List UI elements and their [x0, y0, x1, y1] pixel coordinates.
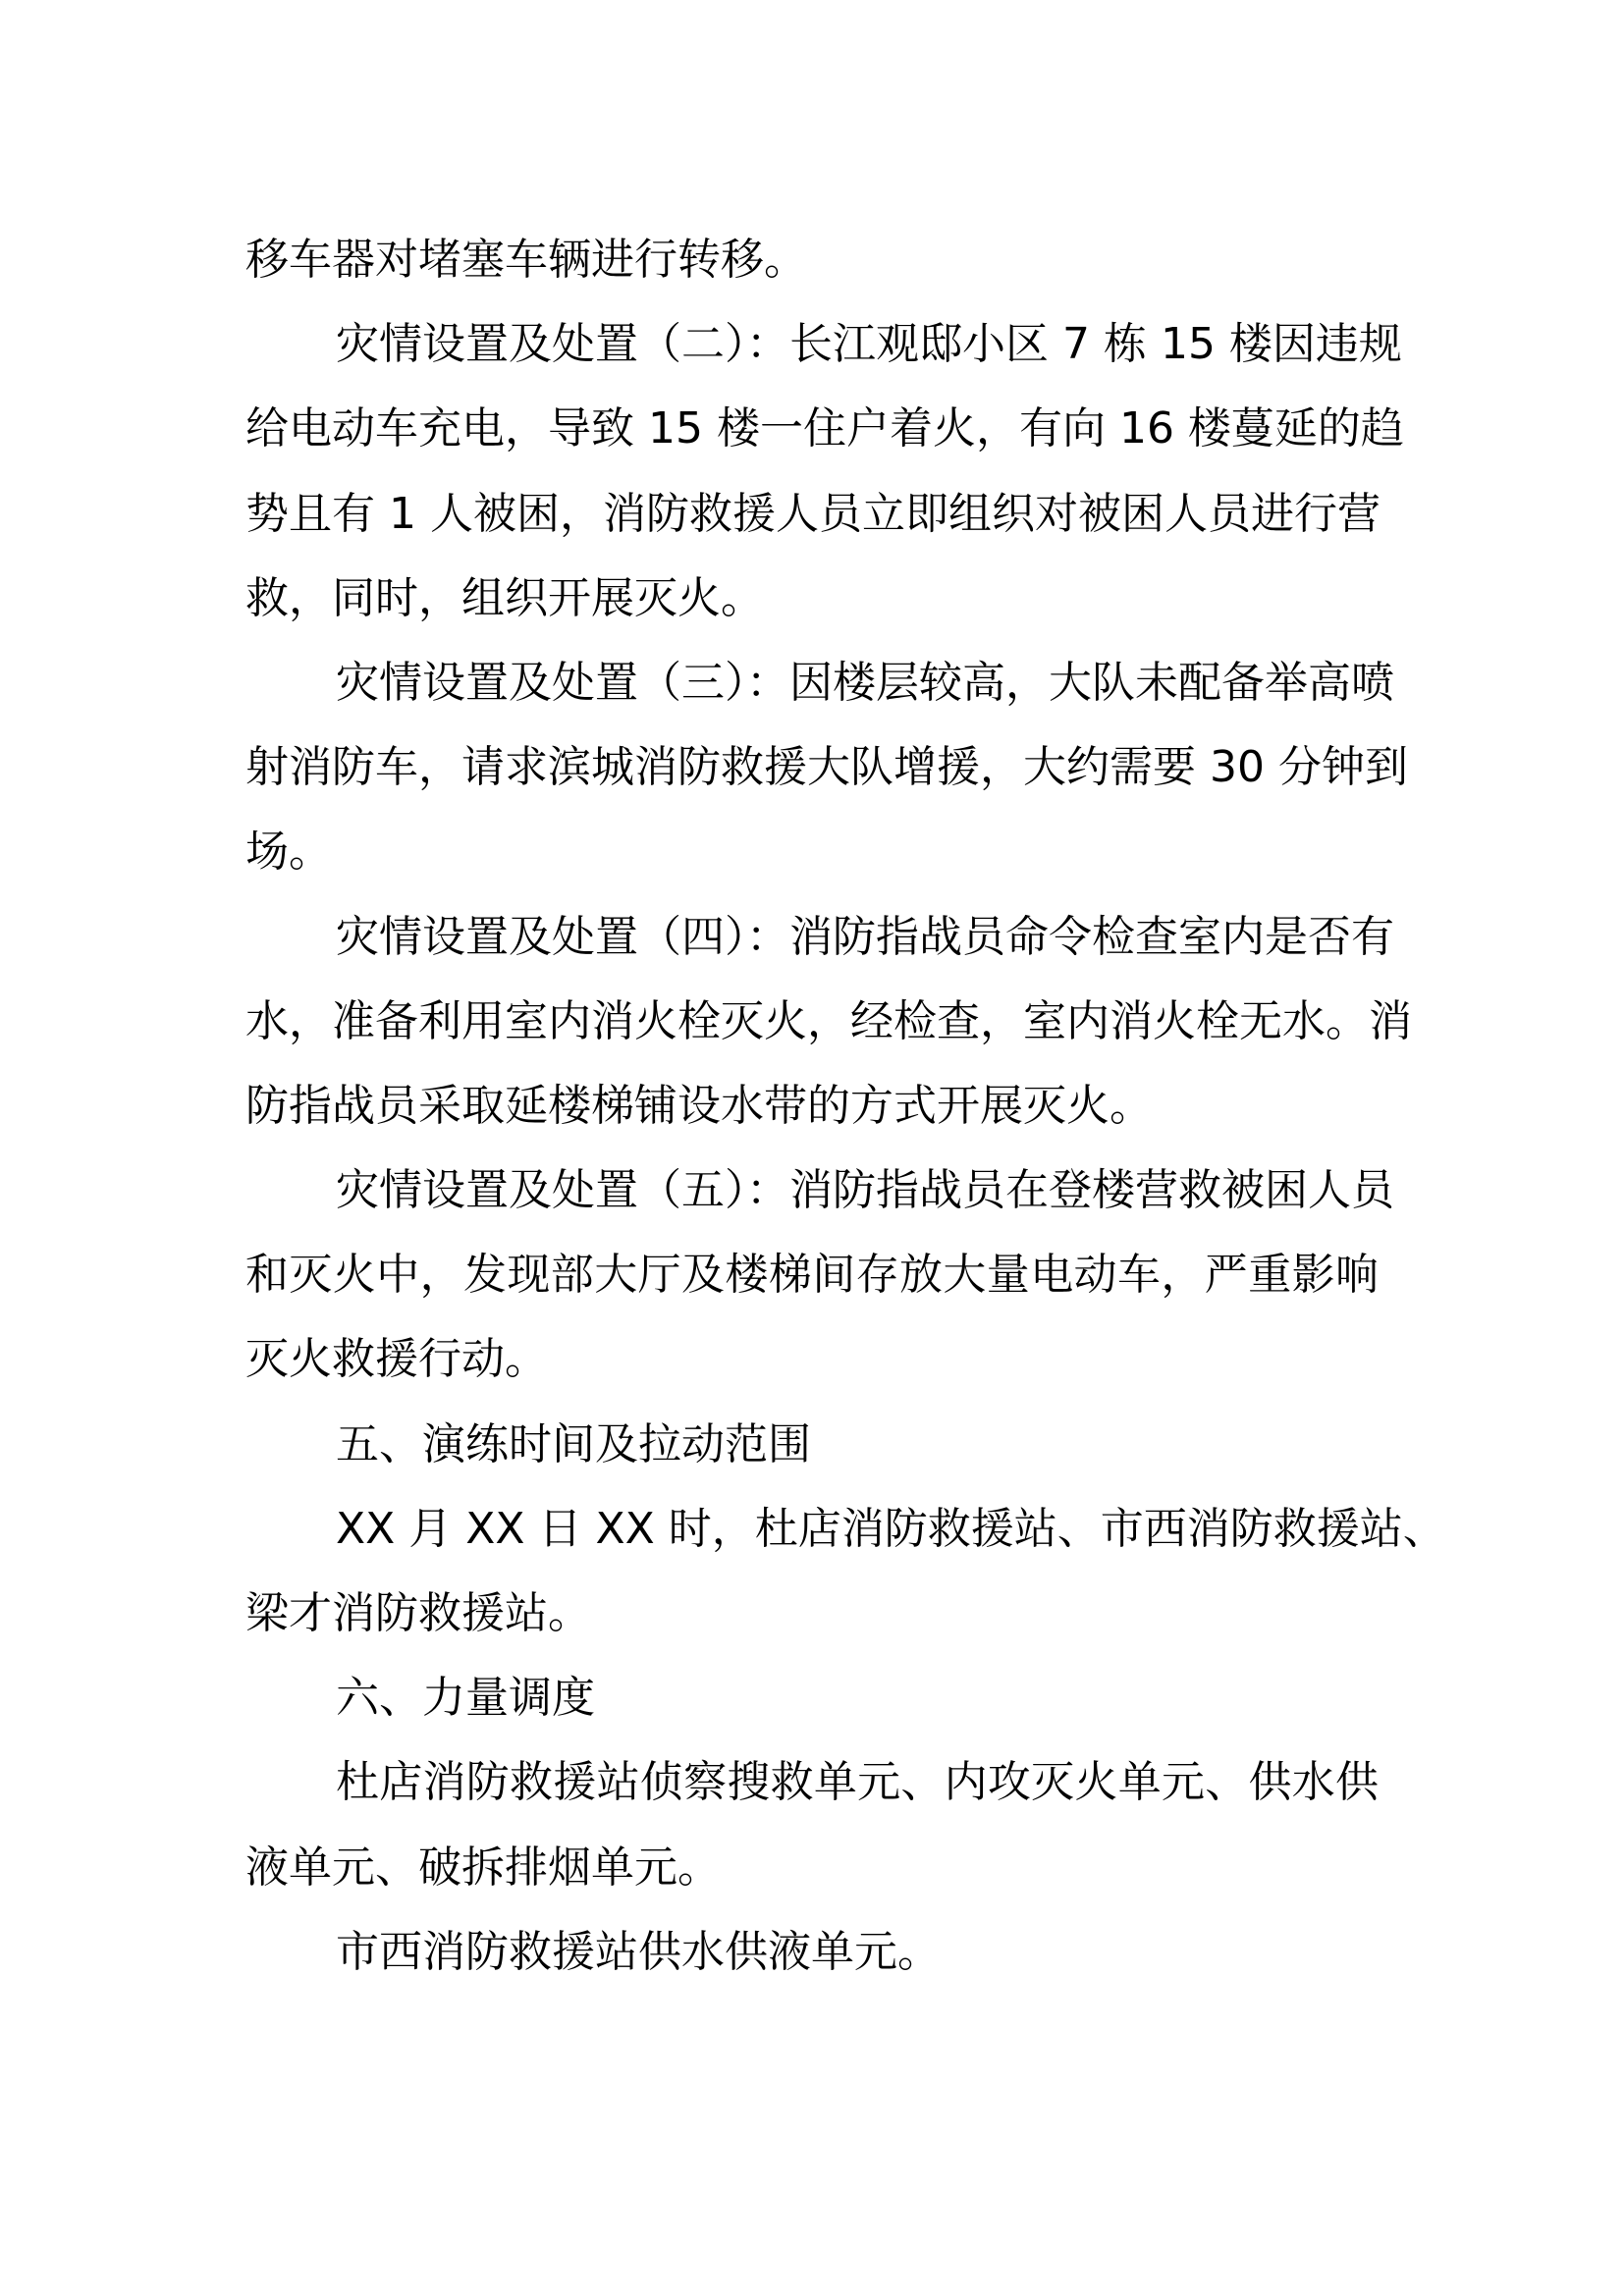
paragraph-line: 射消防车，请求滨城消防救援大队增援，大约需要 30 分钟到: [245, 742, 1408, 793]
paragraph-line: 灾情设置及处置（五）：消防指战员在登楼营救被困人员: [336, 1165, 1394, 1216]
paragraph-line: 防指战员采取延楼梯铺设水带的方式开展灭火。: [245, 1080, 1153, 1131]
paragraph-line: 势且有 1 人被困，消防救援人员立即组织对被困人员进行营: [245, 488, 1380, 539]
paragraph-line: 和灭火中，发现部大厅及楼梯间存放大量电动车，严重影响: [245, 1250, 1379, 1301]
paragraph-line: 灭火救援行动。: [245, 1334, 548, 1385]
paragraph-line: 液单元、破拆排烟单元。: [245, 1842, 721, 1893]
paragraph-line: 移车器对堵塞车辆进行转移。: [245, 235, 807, 285]
paragraph-line: 给电动车充电，导致 15 楼一住户着火，有向 16 楼蔓延的趋: [245, 403, 1404, 454]
paragraph-line: 灾情设置及处置（二）：长江观邸小区 7 栋 15 楼因违规: [336, 319, 1402, 370]
section-heading-force-dispatch: 六、力量调度: [336, 1673, 595, 1724]
paragraph-line: 市西消防救援站供水供液单元。: [336, 1926, 941, 1977]
document-page: [245, 218, 1446, 1995]
paragraph-line: 灾情设置及处置（三）：因楼层较高，大队未配备举高喷: [336, 657, 1394, 708]
paragraph-line: 灾情设置及处置（四）：消防指战员命令检查室内是否有: [336, 911, 1394, 962]
paragraph-line: 梁才消防救援站。: [245, 1588, 591, 1638]
paragraph-line: XX 月 XX 日 XX 时，杜店消防救援站、市西消防救援站、: [336, 1503, 1446, 1554]
paragraph-line: 救，同时，组织开展灭火。: [245, 572, 764, 623]
paragraph-line: 杜店消防救援站侦察搜救单元、内攻灭火单元、供水供: [336, 1757, 1379, 1808]
paragraph-line: 水，准备利用室内消火栓灭火，经检查，室内消火栓无水。消: [245, 995, 1412, 1046]
paragraph-line: 场。: [245, 827, 332, 878]
section-heading-drill-time-scope: 五、演练时间及拉动范围: [336, 1418, 811, 1469]
